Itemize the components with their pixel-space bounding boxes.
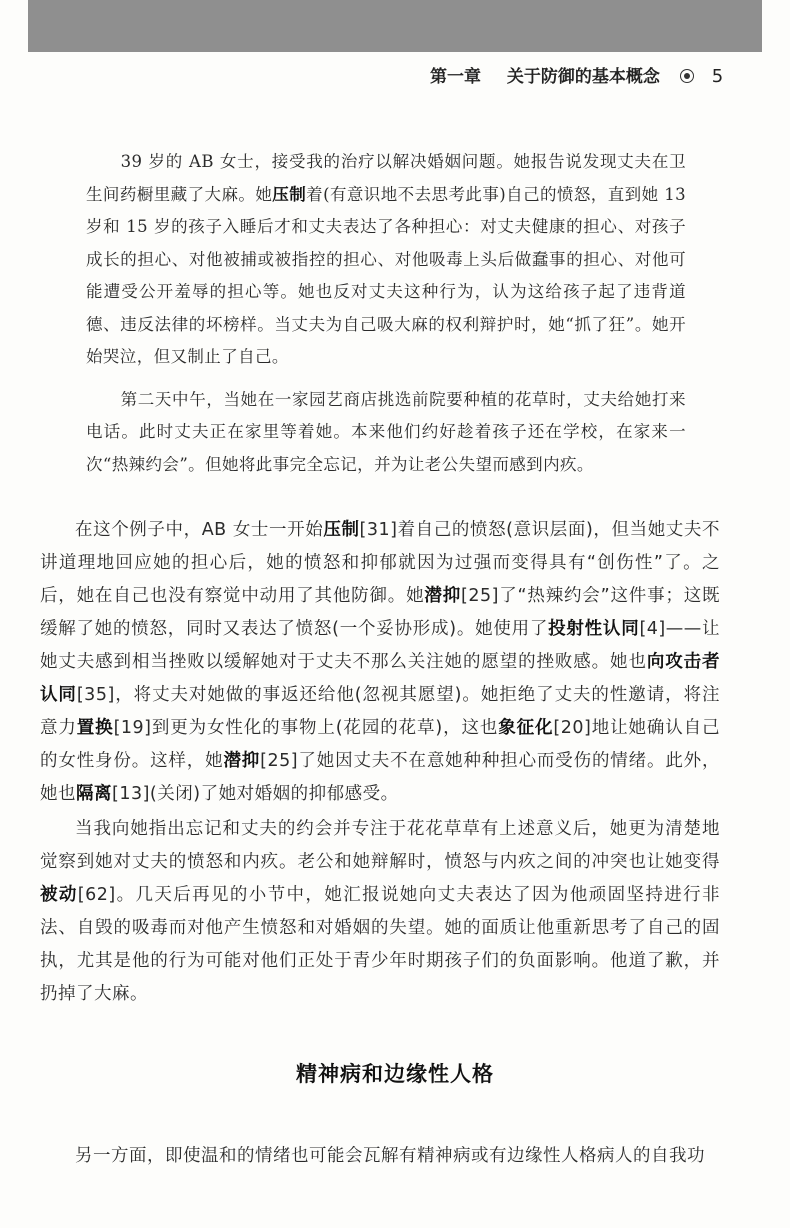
text-run: [31]着自己的愤怒(意识层面)，但当她丈夫不讲道理地回应她的担心后，她的愤怒和抑郁就因为过强而变得具有“创伤性”了。之后，她在自己也没有察觉中动用了其他防御。她 <box>40 520 721 606</box>
text-run: [35]，将丈夫对她做的事返还给他(忽视其愿望)。她拒绝了丈夫的性邀请，将注意力 <box>40 685 720 738</box>
text-run: 在这个例子中，AB 女士一开始 <box>75 520 324 540</box>
text-run: [19]到更为女性化的事物上(花园的花草)，这也 <box>113 718 499 738</box>
page-number: 5 <box>711 66 724 87</box>
chapter-number: 第一章 <box>430 67 481 87</box>
section-opening-line: 另一方面，即使温和的情绪也可能会瓦解有精神病或有边缘性人格病人的自我功 <box>75 1146 705 1166</box>
defense-term: 压制 <box>272 184 307 204</box>
text-run: 第二天中午，当她在一家园艺商店挑选前院要种植的花草时，丈夫给她打来电话。此时丈夫正在家里等着她。本来他们约好趁着孩子还在学校，在家来一次“热辣约会”。但她将此事完全忘记，并为让老公失望而感到内疚。 <box>86 389 686 474</box>
defense-term: 投射性认同 <box>548 619 640 639</box>
defense-term: 隔离 <box>76 784 112 804</box>
body-paragraph <box>40 514 720 811</box>
chapter-title: 关于防御的基本概念 <box>506 67 660 87</box>
defense-term: 置换 <box>76 718 114 738</box>
analysis-text <box>40 514 720 1011</box>
defense-term: 象征化 <box>498 718 554 738</box>
text-run: [62]。几天后再见的小节中，她汇报说她向丈夫表达了因为他顽固坚持进行非法、自毁的吸毒而对他产生愤怒和对婚姻的失望。她的面质让他重新思考了自己的固执，尤其是他的行为可能对他们正处于青少年时期孩子们的负面影响。他道了歉，并扔掉了大麻。 <box>40 885 721 1004</box>
case-example-block <box>86 146 686 481</box>
text-run: [25]了她因丈夫不在意她种种担心而受伤的情绪。此外，她也 <box>40 751 721 804</box>
circle-ornament-icon <box>680 69 694 83</box>
text-run: [25]了“热辣约会”这件事；这既缓解了她的愤怒，同时又表达了愤怒(一个妥协形成)。她使用了 <box>40 586 721 639</box>
section-heading: 精神病和边缘性人格 <box>296 1062 494 1086</box>
defense-term: 潜抑 <box>223 751 261 771</box>
text-run: [13](关闭)了她对婚姻的抑郁感受。 <box>112 784 399 804</box>
text-run: [20]地让她确认自己的女性身份。这样，她 <box>40 718 721 771</box>
section-text <box>40 1140 730 1173</box>
text-run: 着(有意识地不去思考此事)自己的愤怒，直到她 13 岁和 15 岁的孩子入睡后才和丈夫表达了各种担心：对丈夫健康的担心、对孩子成长的担心、对他被捕或被指控的担心、对他吸毒上头后做蠢事的担心、对他可能遭受公开羞辱的担心等。她也反对丈夫这种行为，认为这给孩子起了违背道德、违反法律的坏榜样。当丈夫为自己吸大麻的权利辩护时，她“抓了狂”。她开始哭泣，但又制止了自己。 <box>86 184 686 366</box>
text-run: 当我向她指出忘记和丈夫的约会并专注于花花草草有上述意义后，她更为清楚地觉察到她对丈夫的愤怒和内疚。老公和她辩解时，愤怒与内疚之间的冲突也让她变得 <box>40 819 720 872</box>
text-run: 39 岁的 AB 女士，接受我的治疗以解决婚姻问题。她报告说发现丈夫在卫生间药橱里藏了大麻。她 <box>86 152 686 204</box>
case-paragraph <box>86 384 686 482</box>
case-paragraph <box>86 146 686 374</box>
running-header <box>430 62 730 87</box>
defense-term: 向攻击者认同 <box>40 652 721 705</box>
text-run: [4]——让她丈夫感到相当挫败以缓解她对于丈夫不那么关注她的愿望的挫败感。她也 <box>40 619 721 672</box>
body-paragraph <box>40 813 720 1011</box>
defense-term: 被动 <box>40 885 78 905</box>
scan-top-edge <box>28 0 762 52</box>
defense-term: 压制 <box>323 520 360 540</box>
defense-term: 潜抑 <box>424 586 461 606</box>
